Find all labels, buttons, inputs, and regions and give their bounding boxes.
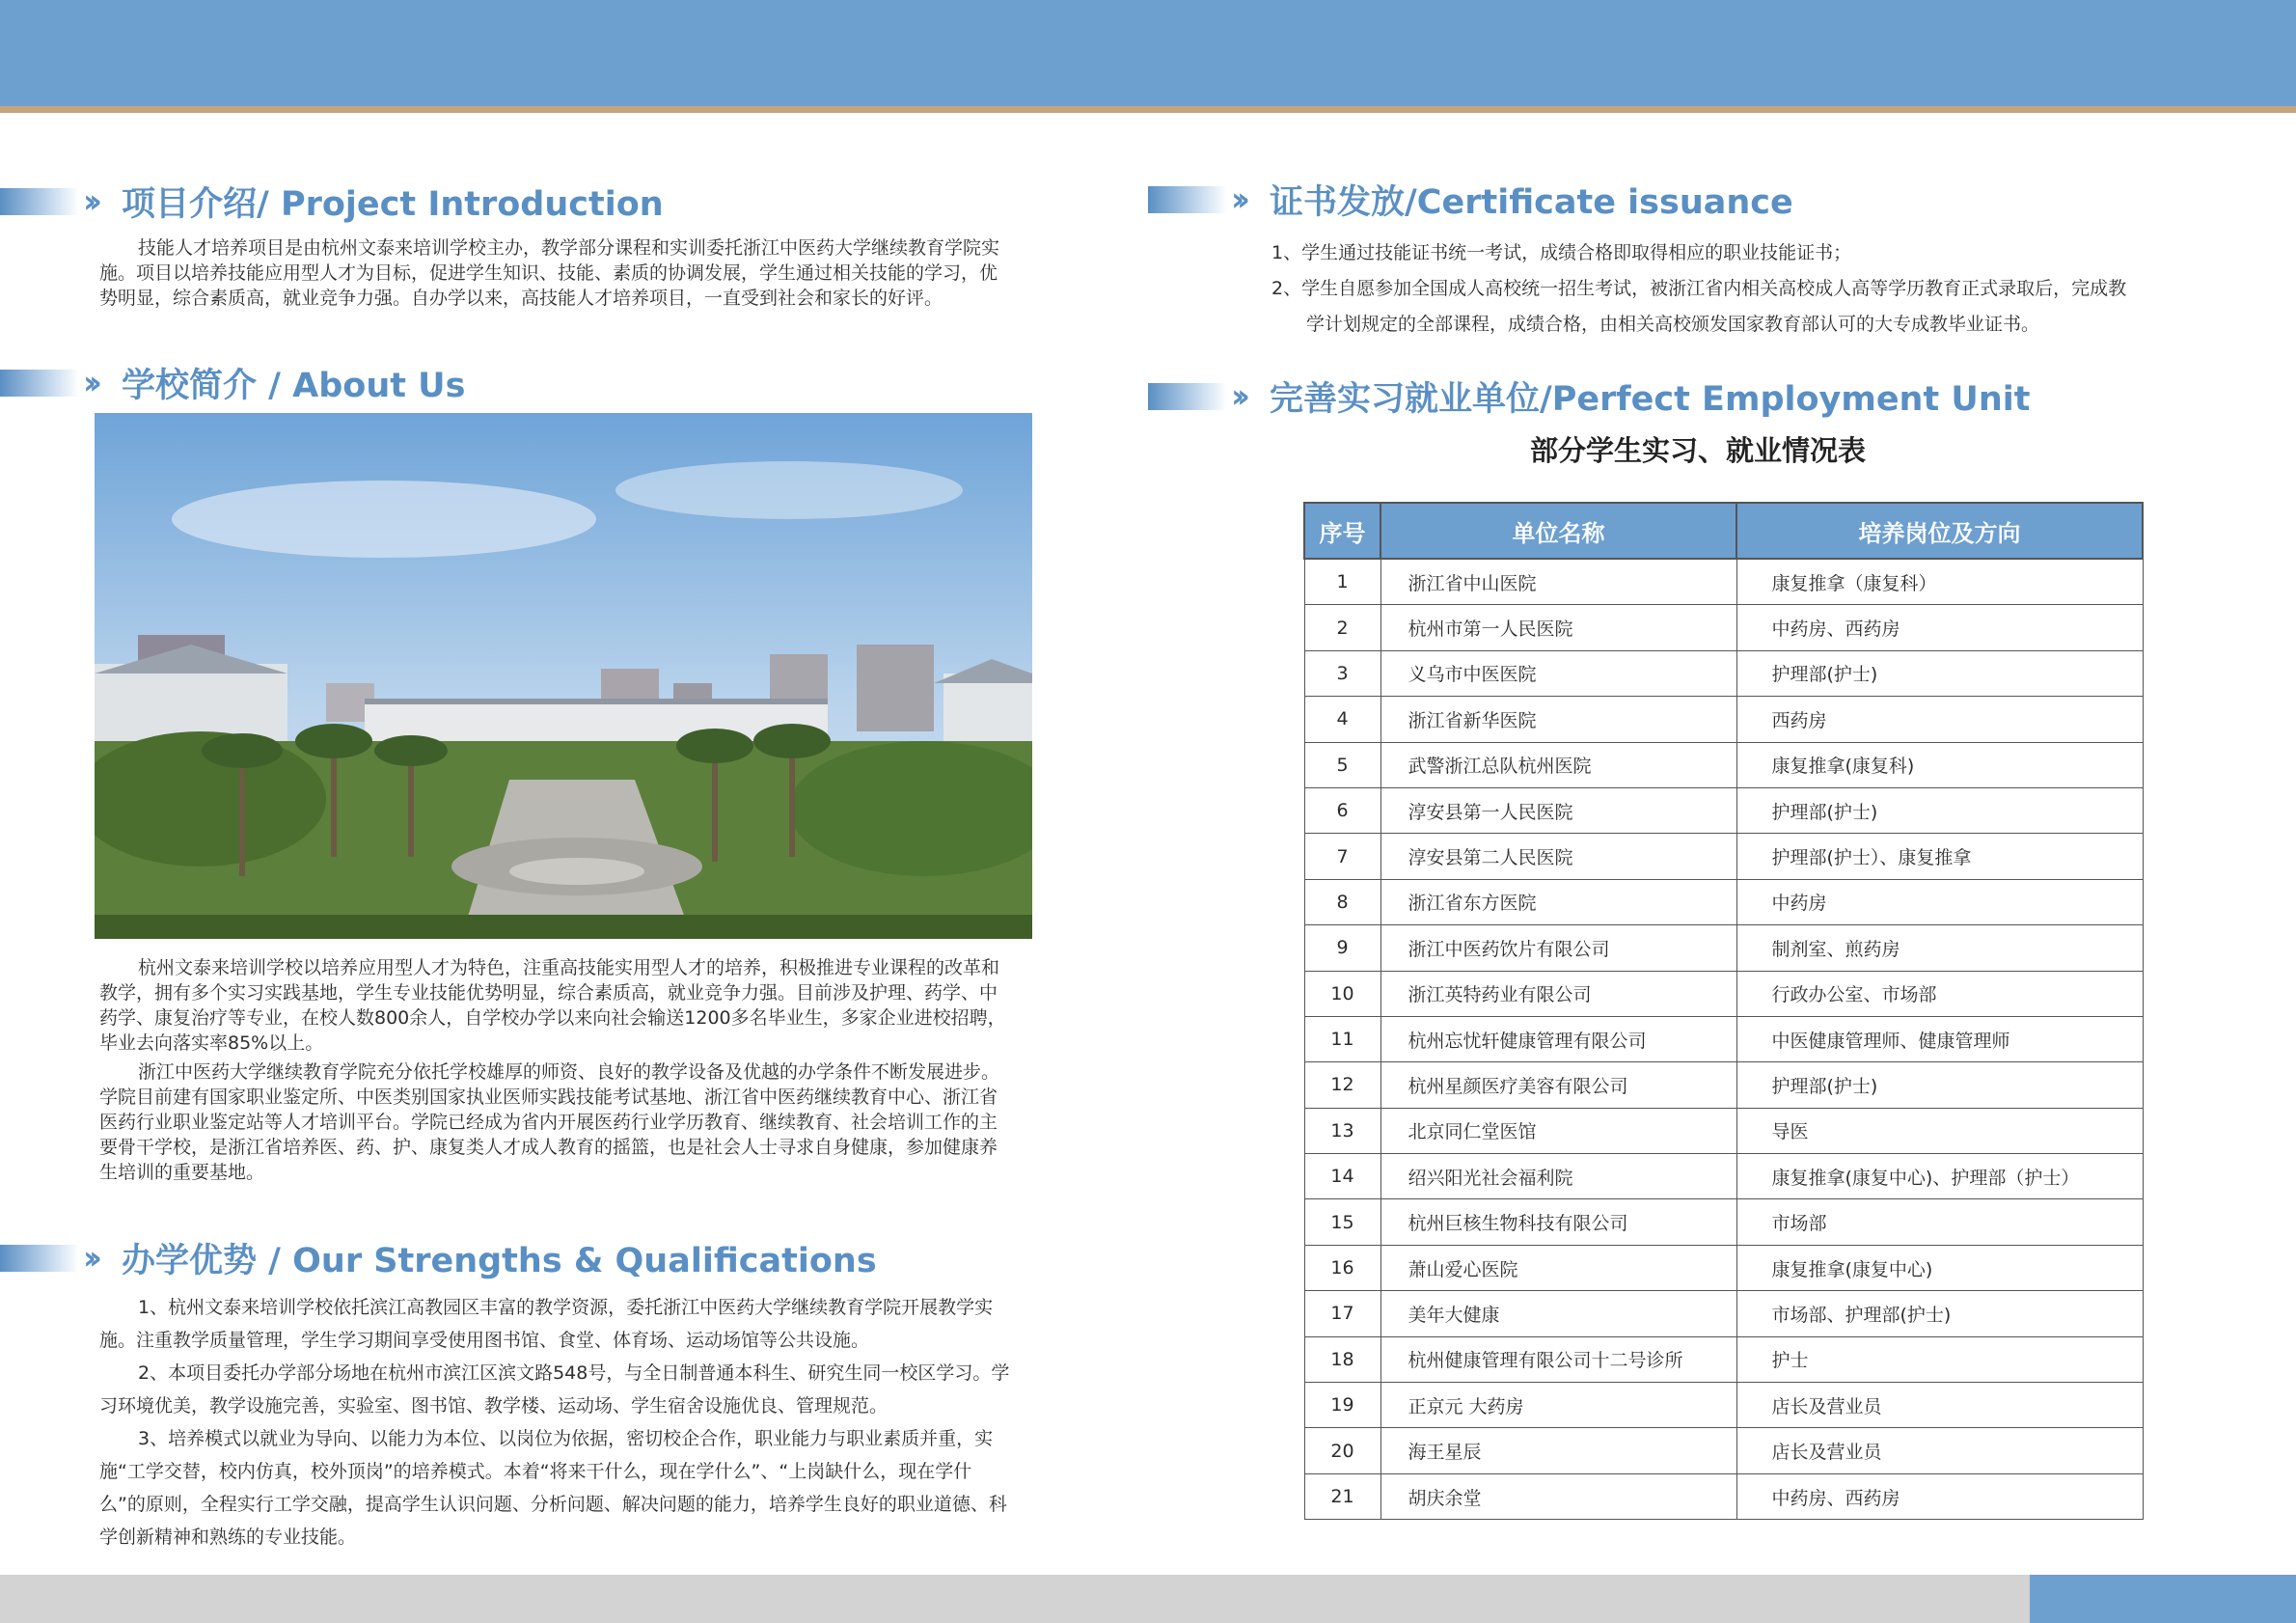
about-text [99,955,1010,1185]
table-row [1304,1336,2143,1382]
row-index: 14 [1304,1154,1380,1199]
row-index: 16 [1304,1245,1380,1290]
row-index: 3 [1304,650,1380,696]
row-position: 市场部 [1736,1199,2143,1245]
table-row [1304,1062,2143,1108]
section-title: 学校简介 / About Us [122,367,466,405]
row-unit-name: 绍兴阳光社会福利院 [1380,1154,1736,1199]
row-unit-name: 胡庆余堂 [1380,1473,1736,1519]
section-title: 证书发放/Certificate issuance [1270,183,1793,222]
row-index: 2 [1304,605,1380,650]
row-unit-name: 浙江英特药业有限公司 [1380,971,1736,1016]
list-item: 2、学生自愿参加全国成人高校统一招生考试，被浙江省内相关高校成人高等学历教育正式录取后，完成教学计划规定的全部课程，成绩合格，由相关高校颁发国家教育部认可的大专成教毕业证书。 [1271,278,2127,335]
table-row [1304,1383,2143,1428]
row-position: 行政办公室、市场部 [1736,971,2143,1016]
row-index: 7 [1304,834,1380,879]
footer-accent [2030,1575,2296,1623]
table-row [1304,1154,2143,1199]
table-row [1304,697,2143,742]
section-heading-project [0,178,664,226]
row-unit-name: 浙江省东方医院 [1380,879,1736,924]
row-position: 制剂室、煎药房 [1736,925,2143,971]
row-unit-name: 淳安县第一人民医院 [1380,787,1736,833]
row-position: 护理部(护士) [1736,650,2143,696]
table-row [1304,1428,2143,1473]
row-position: 店长及营业员 [1736,1383,2143,1428]
row-unit-name: 海王星辰 [1380,1428,1736,1473]
row-unit-name: 淳安县第二人民医院 [1380,834,1736,879]
paragraph: 3、培养模式以就业为导向、以能力为本位、以岗位为依据，密切校企合作，职业能力与职业素质并重，实施“工学交替，校内仿真，校外顶岗”的培养模式。本着“将来干什么，现在学什么”、“上岗缺什么，现在学什么”的原则，全程实行工学交融，提高学生认识问题、分析问题、解决问题的能力，培养学生良好的职业道德、科学创新精神和熟练的专业技能。 [99,1428,1007,1548]
row-unit-name: 浙江省中山医院 [1380,559,1736,605]
row-index: 17 [1304,1291,1380,1336]
list-item: 1、学生通过技能证书统一考试，成绩合格即取得相应的职业技能证书； [1271,242,1852,263]
row-unit-name: 杭州忘忧轩健康管理有限公司 [1380,1016,1736,1061]
row-position: 护士 [1736,1336,2143,1382]
double-chevron-icon: ›› [83,182,96,221]
row-index: 15 [1304,1199,1380,1245]
table-row [1304,834,2143,879]
paragraph: 浙江中医药大学继续教育学院充分依托学校雄厚的师资、良好的教学设备及优越的办学条件不断发展进步。学院目前建有国家职业鉴定所、中医类别国家执业医师实践技能考试基地、浙江省中医药继续教育中心、浙江省医药行业职业鉴定站等人才培训平台。学院已经成为省内开展医药行业学历教育、继续教育、社会培训工作的主要骨干学校，是浙江省培养医、药、护、康复类人才成人教育的摇篮，也是社会人士寻求自身健康，参加健康养生培训的重要基地。 [99,1061,1000,1183]
row-unit-name: 正京元 大药房 [1380,1383,1736,1428]
table-row [1304,971,2143,1016]
row-position: 康复推拿(康复中心) [1736,1245,2143,1290]
section-heading-employment [1148,372,2030,421]
row-unit-name: 浙江中医药饮片有限公司 [1380,925,1736,971]
double-chevron-icon: ›› [83,1239,96,1278]
table-body [1304,559,2143,1520]
section-heading-about [0,359,465,407]
table-row [1304,1291,2143,1336]
section-heading-certificate [1148,176,1793,224]
row-position: 中医健康管理师、健康管理师 [1736,1016,2143,1061]
table-row [1304,787,2143,833]
header-index: 序号 [1304,503,1380,559]
row-position: 护理部(护士) [1736,787,2143,833]
section-title: 项目介绍/ Project Introduction [122,185,664,224]
row-unit-name: 萧山爱心医院 [1380,1245,1736,1290]
double-chevron-icon: ›› [1231,377,1244,416]
table-row [1304,559,2143,605]
row-index: 1 [1304,559,1380,605]
header-unit: 单位名称 [1380,503,1736,559]
paragraph: 杭州文泰来培训学校以培养应用型人才为特色，注重高技能实用型人才的培养，积极推进专业课程的改革和教学，拥有多个实习实践基地，学生专业技能优势明显，综合素质高，就业竞争力强。目前涉及护理、药学、中药学、康复治疗等专业，在校人数800余人，自学校办学以来向社会输送1200多名毕业生，多家企业进校招聘，毕业去向落实率85%以上。 [99,957,1006,1054]
row-position: 西药房 [1736,697,2143,742]
row-index: 12 [1304,1062,1380,1108]
certificate-list [1271,235,2140,343]
row-position: 市场部、护理部(护士) [1736,1291,2143,1336]
row-position: 护理部(护士）、康复推拿 [1736,834,2143,879]
row-position: 店长及营业员 [1736,1428,2143,1473]
double-chevron-icon: ›› [1231,180,1244,219]
row-unit-name: 北京同仁堂医馆 [1380,1108,1736,1153]
row-unit-name: 杭州巨核生物科技有限公司 [1380,1199,1736,1245]
table-row [1304,879,2143,924]
row-index: 13 [1304,1108,1380,1153]
header-band [0,0,2296,106]
row-index: 6 [1304,787,1380,833]
table-row [1304,925,2143,971]
table-row [1304,650,2143,696]
section-title: 完善实习就业单位/Perfect Employment Unit [1270,380,2031,419]
heading-gradient-bar [1148,186,1227,213]
table-header-row [1304,503,2143,559]
heading-gradient-bar [0,370,79,397]
paragraph: 1、杭州文泰来培训学校依托滨江高教园区丰富的教学资源，委托浙江中医药大学继续教育学院开展教学实施。注重教学质量管理，学生学习期间享受使用图书馆、食堂、体育场、运动场馆等公共设施。 [99,1297,994,1351]
row-index: 20 [1304,1428,1380,1473]
footer-band [0,1575,2296,1623]
row-position: 中药房、西药房 [1736,1473,2143,1519]
employment-table [1303,502,2144,1520]
table-row [1304,605,2143,650]
strengths-text [99,1291,1010,1554]
row-index: 10 [1304,971,1380,1016]
row-position: 中药房、西药房 [1736,605,2143,650]
project-intro-text [99,235,1010,311]
section-heading-strengths [0,1234,877,1282]
table-row [1304,742,2143,787]
row-unit-name: 义乌市中医医院 [1380,650,1736,696]
table-title: 部分学生实习、就业情况表 [1529,434,1866,467]
row-index: 5 [1304,742,1380,787]
row-position: 康复推拿（康复科） [1736,559,2143,605]
row-unit-name: 浙江省新华医院 [1380,697,1736,742]
row-position: 护理部(护士) [1736,1062,2143,1108]
row-index: 18 [1304,1336,1380,1382]
table-row [1304,1199,2143,1245]
row-index: 9 [1304,925,1380,971]
heading-gradient-bar [1148,383,1227,410]
table-row [1304,1245,2143,1290]
row-unit-name: 杭州星颜医疗美容有限公司 [1380,1062,1736,1108]
section-title: 办学优势 / Our Strengths & Qualifications [122,1242,877,1280]
table-row [1304,1016,2143,1061]
row-position: 导医 [1736,1108,2143,1153]
table-row [1304,1108,2143,1153]
row-index: 11 [1304,1016,1380,1061]
row-index: 4 [1304,697,1380,742]
header-position: 培养岗位及方向 [1736,503,2143,559]
row-index: 21 [1304,1473,1380,1519]
paragraph: 技能人才培养项目是由杭州文泰来培训学校主办，教学部分课程和实训委托浙江中医药大学继续教育学院实施。项目以培养技能应用型人才为目标，促进学生知识、技能、素质的协调发展，学生通过相关技能的学习，优势明显，综合素质高，就业竞争力强。自办学以来，高技能人才培养项目，一直受到社会和家长的好评。 [99,237,1000,309]
row-index: 8 [1304,879,1380,924]
row-position: 康复推拿(康复中心)、护理部（护士） [1736,1154,2143,1199]
header-gold-line [0,106,2296,113]
campus-photo [95,413,1032,939]
row-position: 康复推拿(康复科) [1736,742,2143,787]
row-unit-name: 武警浙江总队杭州医院 [1380,742,1736,787]
heading-gradient-bar [0,188,79,215]
row-position: 中药房 [1736,879,2143,924]
row-index: 19 [1304,1383,1380,1428]
heading-gradient-bar [0,1245,79,1272]
row-unit-name: 美年大健康 [1380,1291,1736,1336]
table-row [1304,1473,2143,1519]
paragraph: 2、本项目委托办学部分场地在杭州市滨江区滨文路548号，与全日制普通本科生、研究生同一校区学习。学习环境优美，教学设施完善，实验室、图书馆、教学楼、运动场、学生宿舍设施优良、管理规范。 [99,1362,1010,1417]
double-chevron-icon: ›› [83,364,96,402]
row-unit-name: 杭州健康管理有限公司十二号诊所 [1380,1336,1736,1382]
row-unit-name: 杭州市第一人民医院 [1380,605,1736,650]
